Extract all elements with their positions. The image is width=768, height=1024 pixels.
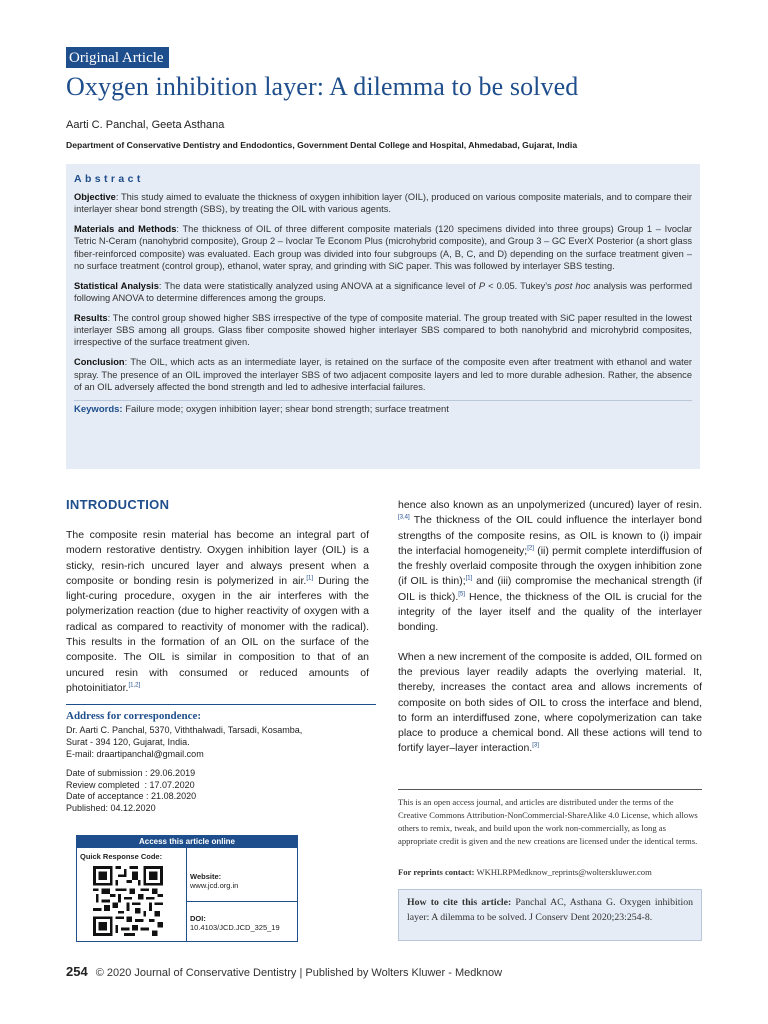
stats-text-c: analysis was performed following ANOVA to determine differences among the groups.	[74, 280, 692, 304]
footer-text: © 2020 Journal of Conservative Dentistry | Published by Wolters Kluwer - Medknow	[95, 967, 503, 979]
citation-box	[398, 889, 702, 941]
keywords-text: Failure mode; oxygen inhibition layer; shear bond strength; surface treatment	[122, 403, 449, 415]
conclusion-label: Conclusion	[74, 357, 125, 368]
article-type-badge: Original Article	[66, 47, 169, 68]
right-column	[398, 498, 702, 767]
stats-p: P	[478, 280, 486, 291]
date-review: Review completed : 17.07.2020	[66, 779, 195, 790]
doi-label: DOI:	[190, 914, 206, 923]
objective-label: Objective	[74, 192, 116, 202]
keywords	[74, 400, 692, 415]
keywords-label: Keywords:	[74, 403, 123, 415]
qr-label: Quick Response Code:	[80, 852, 163, 861]
stats-text-b: < 0.05. Tukey’s	[485, 280, 555, 291]
reprints-email[interactable]: WKHLRPMedknow_reprints@wolterskluwer.com	[474, 867, 652, 877]
citation-link[interactable]: [3,4]	[398, 514, 410, 521]
page-footer	[66, 964, 502, 979]
methods-text: : The thickness of OIL of three different composite materials (120 specimens divided into three groups) Group 1 – Ivoclar Tetric N-Ceram (nanohybrid composite), Group 2 – Ivoclar Te Econom Plus (microhybrid composite), and Group 3 – GC EverX Posterior (a short glass fiber-reinforced composite) was evaluated. Each group was divided into four subgroups (A, B, C, and D) depending on the surface treatment given – no surface treatment (control group), ethanol, water spray, and grinding with SiC paper. This was followed by interlayer SBS testing.	[74, 224, 692, 271]
citation-link[interactable]: [1,2]	[128, 682, 141, 689]
qr-cell	[77, 848, 187, 941]
intro-r1-text-d: and (iii) compromise the mechanical strength (if OIL is thick).	[398, 575, 702, 603]
correspondence-name: Dr. Aarti C. Panchal, 5370, Viththalwadi, Tarsadi, Kosamba,	[66, 725, 303, 735]
citation-link[interactable]: [1]	[306, 575, 313, 582]
results-label: Results	[74, 312, 108, 323]
reprints-contact	[398, 867, 702, 877]
section-heading-introduction: INTRODUCTION	[66, 497, 170, 512]
cite-text: Panchal AC, Asthana G. Oxygen inhibition layer: A dilemma to be solved. J Conserv Dent 2020;23:254-8.	[407, 897, 693, 923]
doi-value[interactable]: 10.4103/JCD.JCD_325_19	[190, 923, 280, 932]
citation-link[interactable]: [5]	[458, 591, 465, 598]
intro-paragraph-2	[398, 498, 702, 636]
methods-label: Materials and Methods	[74, 224, 177, 235]
date-acceptance: Date of acceptance : 21.08.2020	[66, 791, 197, 802]
article-title: Oxygen inhibition layer: A dilemma to be solved	[66, 72, 579, 101]
abstract-statistics	[74, 280, 692, 305]
date-published: Published: 04.12.2020	[66, 802, 156, 813]
correspondence-block	[66, 704, 376, 814]
doi-row	[187, 914, 297, 932]
affiliation: Department of Conservative Dentistry and Endodontics, Government Dental College and Hospital, Ahmedabad, Gujarat, India	[66, 140, 578, 150]
stats-posthoc: post hoc	[554, 280, 591, 291]
intro-paragraph-1	[66, 528, 369, 696]
access-online-box	[76, 835, 298, 942]
stats-text-a: : The data were statistically analyzed using ANOVA at a significance level of	[158, 280, 479, 291]
access-info-cell	[187, 848, 297, 941]
intro-r1-text-b: The thickness of the OIL could influence the interlayer bond strengths of the composite resins, as OIL is known to (i) impair the interfacial homogeneity;	[398, 514, 702, 557]
abstract-box	[66, 164, 700, 469]
intro-r2-text-a: When a new increment of the composite is added, OIL formed on the previous layer readily adapts the overlying material. It, thereby, increases the contact area and allows increments of composite on both sides of OIL to cross the interface and blend, to form an interdiffused zone, where copolymerization can take place to produce a chemical bond. All these actions will tend to fortify layer–layer interaction.	[398, 650, 702, 755]
citation-link[interactable]: [3]	[532, 742, 539, 749]
abstract-heading: Abstract	[74, 173, 144, 185]
intro-p1-text-b: During the light-curing procedure, oxygen in the air interferes with the polymerization reaction (due to higher reactivity of oxygen with a radical as compared to reactivity of monomer with the radical). This results in the formation of an OIL on the surface of the composite. The OIL is similar in composition to that of an uncured resin with consumed or reduced amounts of photoinitiator.	[66, 574, 369, 694]
intro-r1-text-c: (ii) permit complete interdiffusion of the freshly overlaid composite through the oxygen inhibition zone (if OIL is thin);	[398, 544, 703, 588]
dates-block	[66, 768, 376, 814]
stats-label: Statistical Analysis	[74, 280, 159, 291]
cite-label: How to cite this article:	[407, 897, 512, 908]
reprints-label: For reprints contact:	[398, 867, 475, 877]
authors: Aarti C. Panchal, Geeta Asthana	[66, 119, 225, 131]
abstract-objective	[74, 191, 692, 216]
intro-r1-text-a: hence also known as an unpolymerized (uncured) layer of resin.	[398, 499, 702, 511]
intro-paragraph-3	[398, 650, 702, 757]
correspondence-heading: Address for correspondence:	[66, 710, 202, 722]
correspondence-city: Surat - 394 120, Gujarat, India.	[66, 737, 190, 747]
left-column	[66, 528, 369, 706]
website-link[interactable]: www.jcd.org.in	[190, 881, 239, 890]
page-number: 254	[66, 964, 88, 979]
website-label: Website:	[190, 872, 222, 881]
objective-text: : This study aimed to evaluate the thickness of oxygen inhibition layer (OIL), produced on various composite materials, and to compare their interlayer shear bond strength (SBS), by treating the OIL with various agents.	[74, 192, 692, 215]
abstract-methods	[74, 223, 692, 272]
correspondence-email[interactable]: E-mail: draartipanchal@gmail.com	[66, 749, 204, 759]
abstract-results	[74, 312, 692, 349]
access-heading: Access this article online	[77, 836, 297, 848]
citation-link[interactable]: [2]	[527, 545, 534, 552]
intro-p1-text-a: The composite resin material has become an integral part of modern restorative dentistry. Oxygen inhibition layer (OIL) is a sticky, resin-rich uncured layer and always present when a composite or bonding resin is polymerized in air.	[66, 529, 369, 587]
intro-r1-text-e: Hence, the thickness of the OIL is crucial for the integrity of the layer itself and the quality of the interlayer bonding.	[398, 590, 702, 634]
date-submission: Date of submission : 29.06.2019	[66, 768, 196, 778]
license-notice: This is an open access journal, and articles are distributed under the terms of the Creative Commons Attribution-NonCommercial-ShareAlike 4.0 License, which allows others to remix, tweak, and build upon the work non-commercially, as long as appropriate credit is given and the new creations are licensed under the identical terms.	[398, 789, 702, 848]
conclusion-text: : The OIL, which acts as an intermediate layer, is retained on the surface of the composite even after treatment with ethanol and water spray. The presence of an OIL improved the interlayer SBS of two adjacent composite layers and led to more durable adhesion. Rather, the absence of an OIL adversely affected the bond strength and led to adhesive interfacial failures.	[74, 357, 692, 392]
qr-code-icon[interactable]	[93, 866, 163, 936]
website-row	[187, 860, 297, 902]
citation-link[interactable]: [1]	[465, 575, 473, 582]
abstract-conclusion	[74, 356, 692, 393]
results-text: : The control group showed higher SBS irrespective of the type of composite material. The group treated with SiC paper resulted in the lowest interlayer SBS among all groups. Glass fiber composite showed higher interlayer SBS compared to both nanohybrid and microhybrid composites, irrespective of the surface treatment given.	[74, 312, 692, 348]
